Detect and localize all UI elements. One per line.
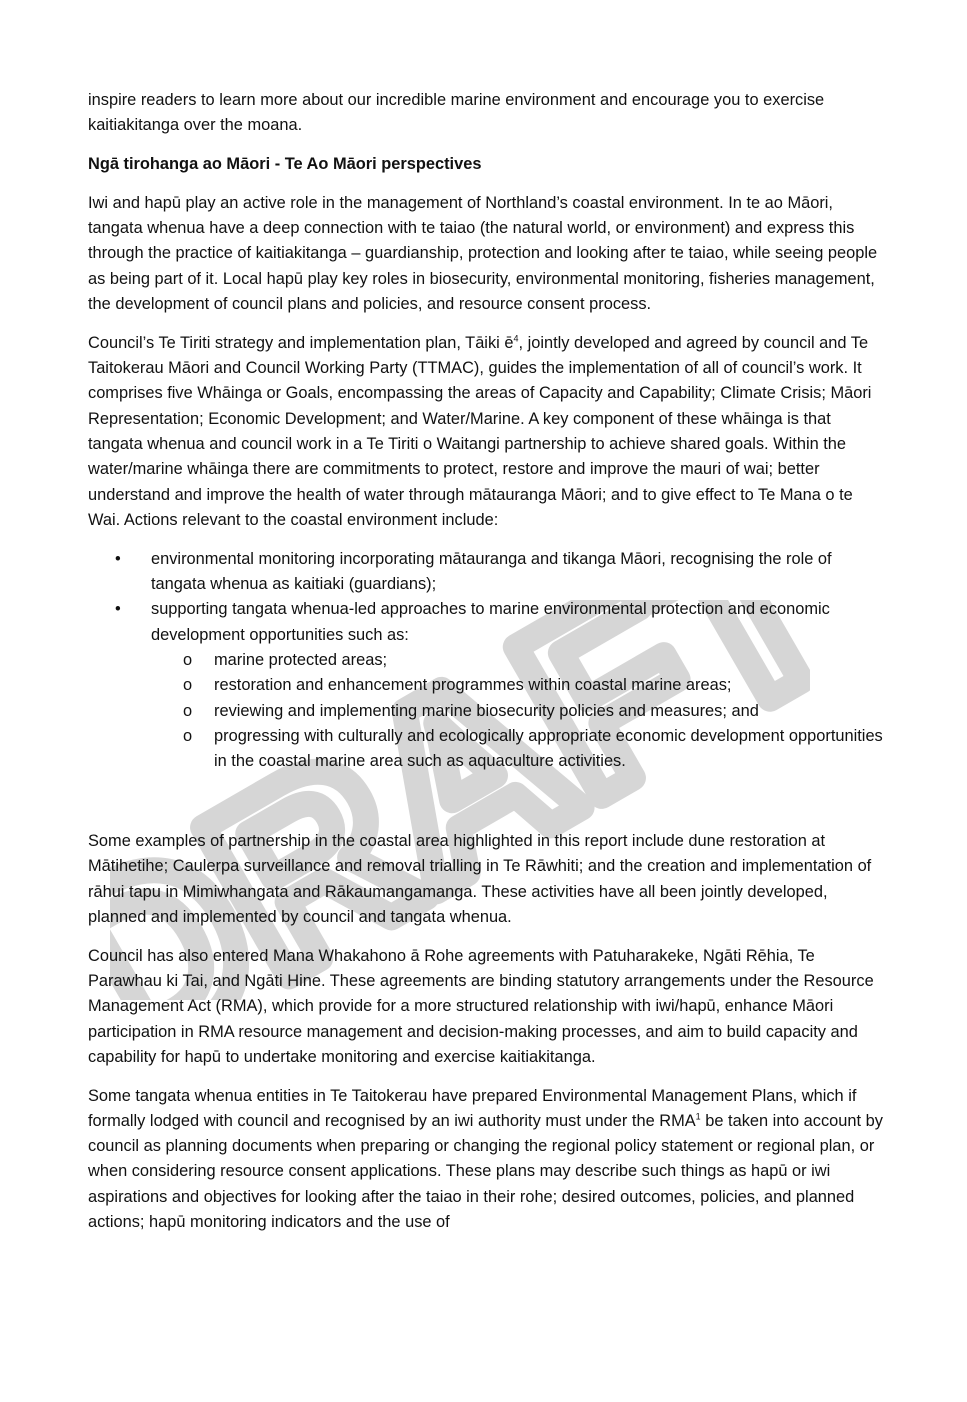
circle-bullet-icon: o <box>183 676 193 695</box>
footnote-ref[interactable]: 4 <box>513 333 519 344</box>
list-item <box>88 547 888 598</box>
sub-list-item <box>151 699 888 724</box>
spacer <box>88 788 888 829</box>
intro-paragraph: inspire readers to learn more about our incredible marine environment and encourage you to exercise kaitiakitanga over the moana. <box>88 91 825 135</box>
paragraph-iwi-hapu: Iwi and hapū play an active role in the management of Northland’s coastal environment. In te ao Māori, tangata whenua have a deep connection with te taiao (the natural world, or environment) and express this through the practice of kaitiakitanga – guardianship, protection and looking after te taiao, while seeing people as being part of it. Local hapū play key roles in biosecurity, environmental monitoring, fisheries management, the development of council plans and policies, and resource consent process. <box>88 193 878 314</box>
sub-list-item <box>151 724 888 775</box>
paragraph-text: , jointly developed and agreed by council and Te Taitokerau Māori and Council Working Party (TTMAC), guides the implementation of all of council’s work. It comprises five Whāinga or Goals, encompassing the areas of Capacity and Capability; Climate Crisis; Māori Representation; Economic Development; and Water/Marine. A key component of these whāinga is that tangata whenua and council work in a Te Tiriti o Waitangi partnership to achieve shared goals. Within the water/marine whāinga there are commitments to protect, restore and improve the mauri of wai; better understand and improve the health of water through mātauranga Māori; and to give effect to Te Mana o te Wai. Actions relevant to the coastal environment include: <box>88 333 872 529</box>
paragraph-text: Some tangata whenua entities in Te Taitokerau have prepared Environmental Management Plans, which if formally lodged with council and recognised by an iwi authority must under the RMA <box>88 1086 857 1130</box>
footnote-ref[interactable]: 1 <box>695 1111 701 1122</box>
paragraph-partnership-examples: Some examples of partnership in the coastal area highlighted in this report include dune restoration at Mātihetihe; Caulerpa surveillance and removal trialling in Te Rāwhiti; and the creation and implementation of rāhui tapu in Mimiwhangata and Rākaumangamanga. These activities have all been jointly developed, planned and implemented by council and tangata whenua. <box>88 831 872 926</box>
paragraph-mana-whakahono: Council has also entered Mana Whakahono ā Rohe agreements with Patuharakeke, Ngāti Rēhia, Te Parawhau ki Tai, and Ngāti Hine. These agreements are binding statutory arrangements under the Resource Management Act (RMA), which provide for a more structured relationship with iwi/hapū, enhance Māori participation in RMA resource management and decision-making processes, and aim to build capacity and capability for hapū to undertake monitoring and exercise kaitiakitanga. <box>88 946 874 1066</box>
sub-list-item-text: reviewing and implementing marine biosecurity policies and measures; and <box>214 701 759 720</box>
list-item-text: supporting tangata whenua-led approaches to marine environmental protection and economic development opportunities such as: <box>151 600 830 644</box>
list-item-text: environmental monitoring incorporating mātauranga and tikanga Māori, recognising the role of tangata whenua as kaitiaki (guardians); <box>151 549 832 594</box>
sub-list-item <box>151 673 888 698</box>
draft-watermark-text: DRAFT <box>110 600 810 1000</box>
circle-bullet-icon: o <box>183 726 193 745</box>
sub-list-item-text: progressing with culturally and ecologically appropriate economic development opportunities in the coastal marine area such as aquaculture activities. <box>214 726 883 771</box>
sub-list-item-text: restoration and enhancement programmes within coastal marine areas; <box>214 676 732 695</box>
paragraph-text: be taken into account by council as planning documents when preparing or changing the regional policy statement or regional plan, or when considering resource consent applications. These plans may describe such things as hapū or iwi aspirations and objectives for looking after the taiao in their rohe; desired outcomes, policies, and planned actions; hapū monitoring indicators and the use of <box>88 1111 883 1232</box>
section-heading: Ngā tirohanga ao Māori - Te Ao Māori perspectives <box>88 155 482 174</box>
sub-list-item-text: marine protected areas; <box>214 650 388 669</box>
document-page <box>88 88 888 1249</box>
bullet-icon: • <box>115 549 121 568</box>
list-item <box>88 597 888 774</box>
sub-list <box>151 648 888 774</box>
paragraph-environmental-plans <box>88 1084 888 1236</box>
sub-list-item <box>151 648 888 673</box>
paragraph-text: Council’s Te Tiriti strategy and implementation plan, Tāiki ē <box>88 333 514 352</box>
actions-list <box>88 547 888 775</box>
circle-bullet-icon: o <box>183 650 193 669</box>
circle-bullet-icon: o <box>183 701 193 720</box>
paragraph-te-tiriti-strategy <box>88 331 888 533</box>
bullet-icon: • <box>115 600 121 619</box>
